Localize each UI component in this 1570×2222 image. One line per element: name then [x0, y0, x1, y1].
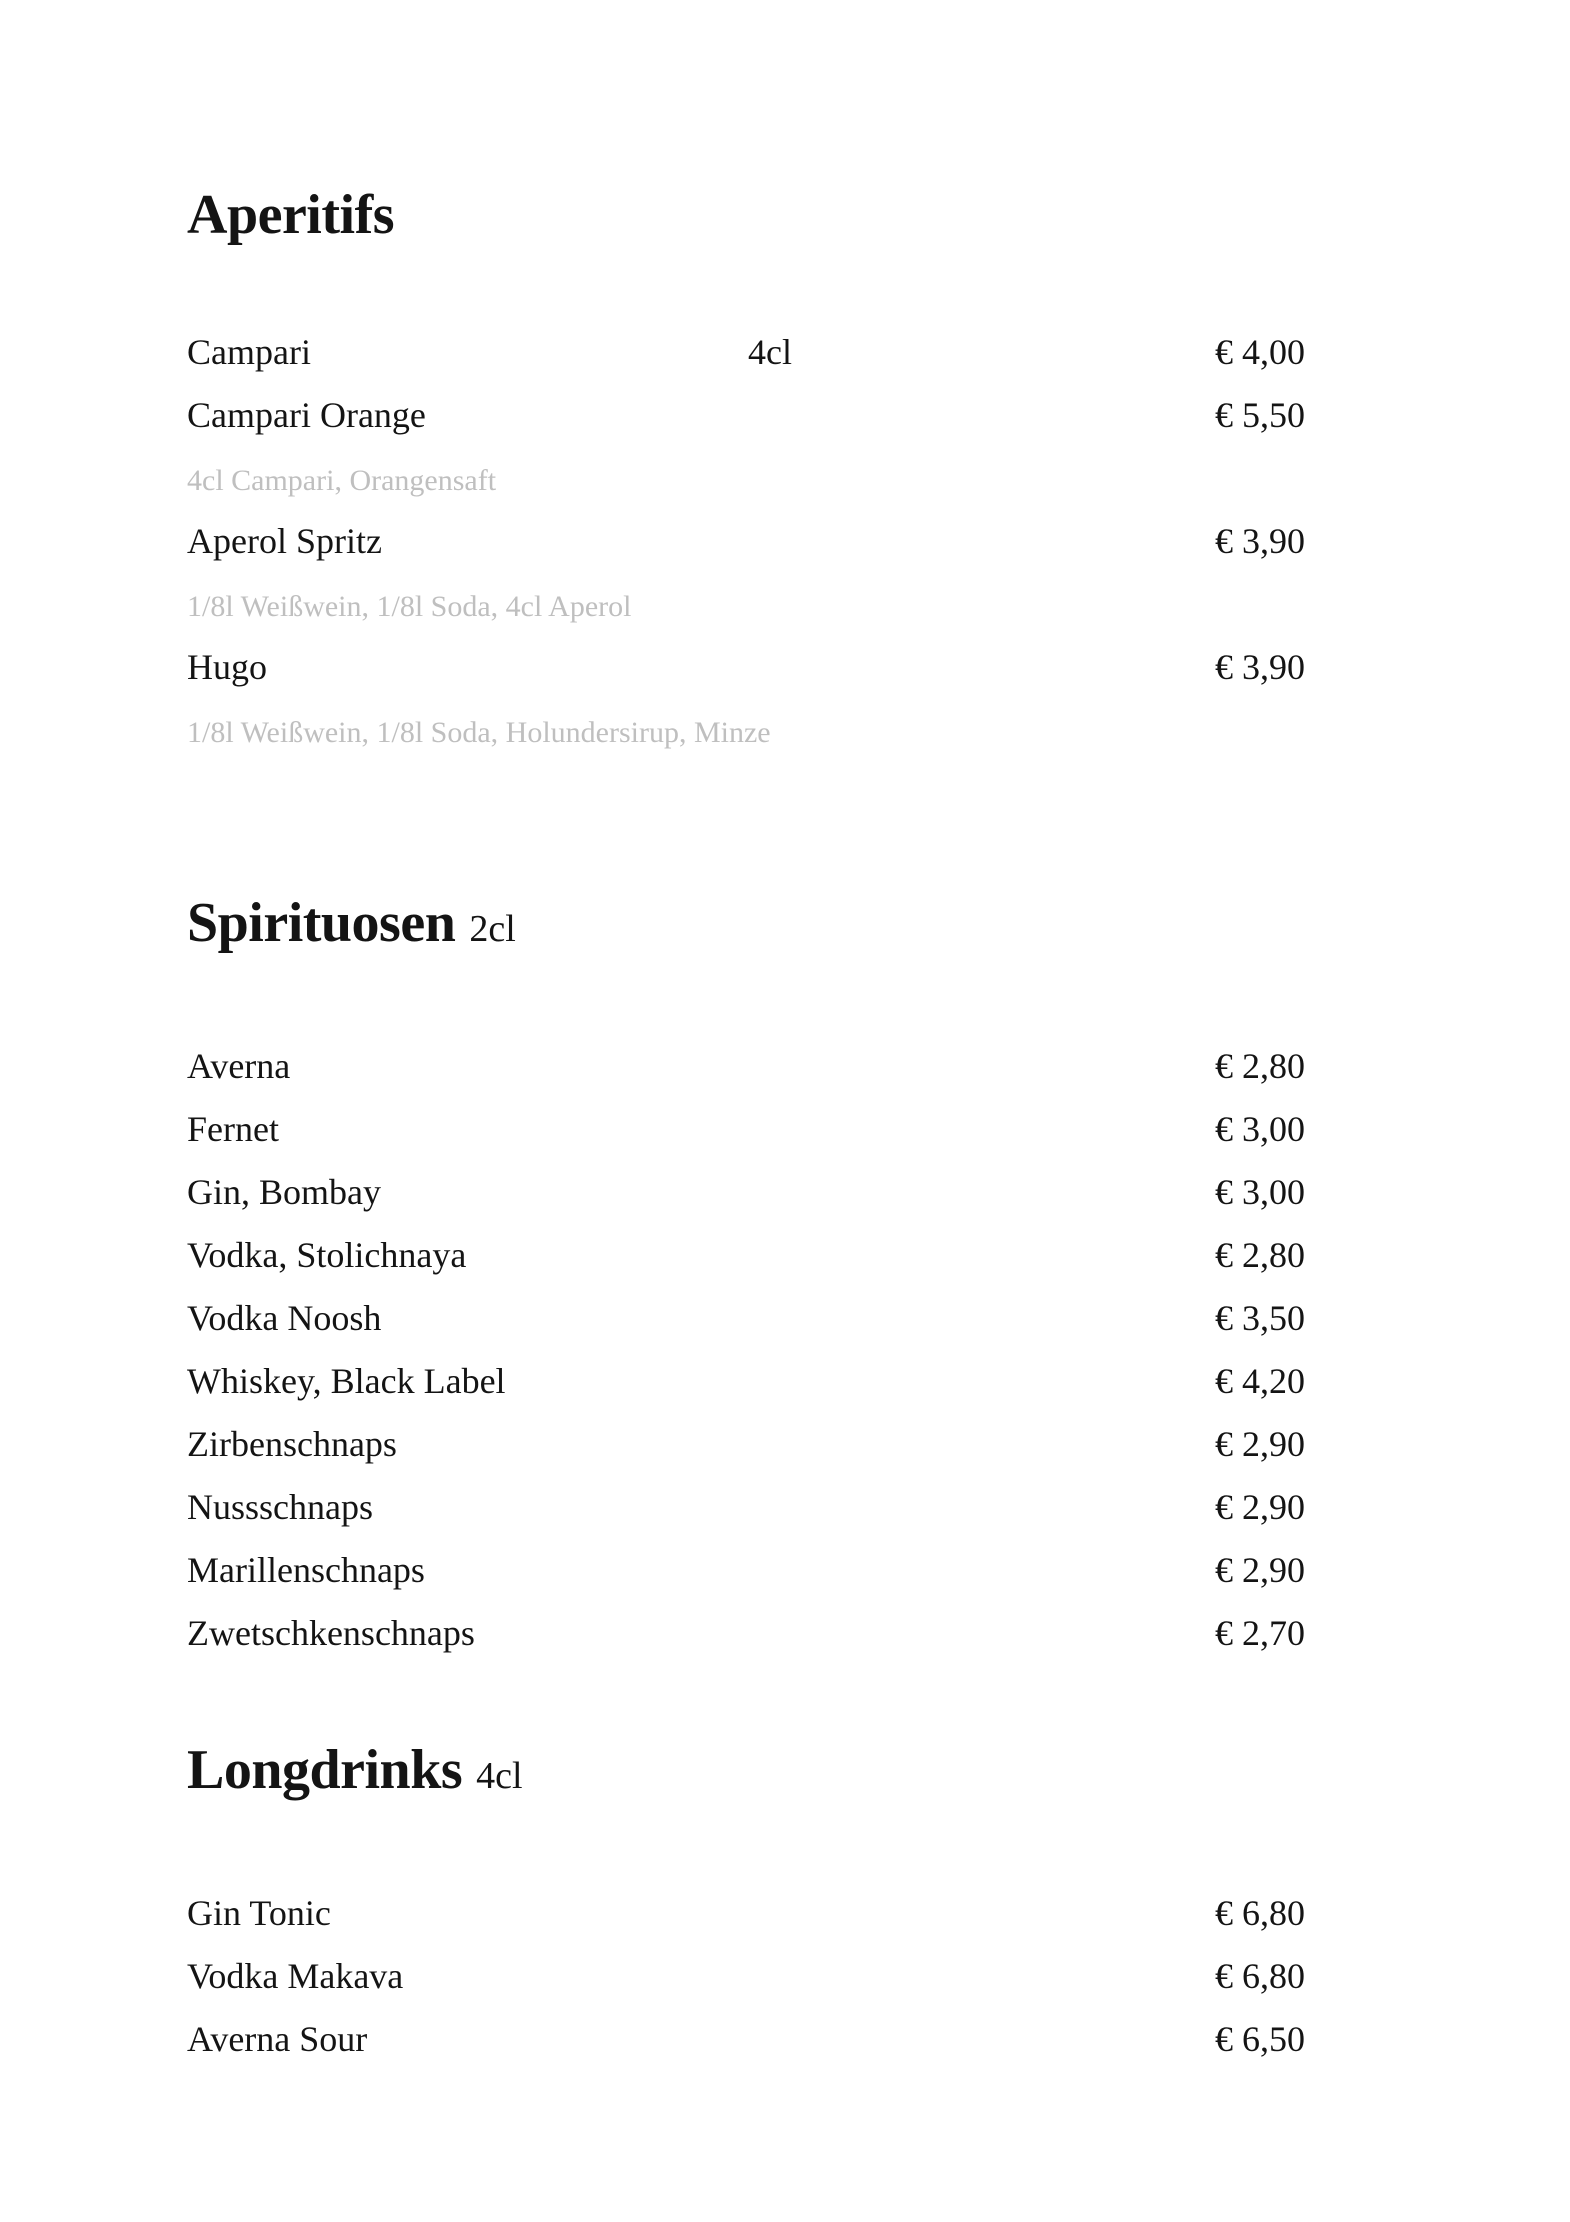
menu-item-row — [187, 1098, 1377, 1161]
menu-item-row — [187, 1224, 1377, 1287]
item-name: Nussschnaps — [187, 1487, 373, 1527]
menu-item-row — [187, 1413, 1377, 1476]
item-description: 4cl Campari, Orangensaft — [187, 464, 497, 497]
item-description-row — [187, 699, 1377, 762]
item-size: 4cl — [748, 332, 792, 372]
item-name: Vodka Makava — [187, 1956, 404, 1996]
menu-item-row — [187, 1476, 1377, 1539]
item-price: € 6,80 — [1215, 1893, 1305, 1933]
item-price: € 5,50 — [1215, 395, 1305, 435]
item-name: Averna — [187, 1046, 291, 1086]
section-rows — [187, 1882, 1377, 2071]
item-price: € 3,00 — [1215, 1172, 1305, 1212]
section-title — [187, 1739, 1377, 1804]
section-unit: 4cl — [476, 1755, 523, 1797]
item-price: € 4,20 — [1215, 1361, 1305, 1401]
menu-item-row — [187, 2008, 1377, 2071]
item-name: Gin, Bombay — [187, 1172, 381, 1212]
section-title — [187, 184, 1377, 246]
item-name: Campari Orange — [187, 395, 426, 435]
menu-item-row — [187, 384, 1377, 447]
item-name: Hugo — [187, 647, 267, 687]
menu-item-row — [187, 1882, 1377, 1945]
item-description: 1/8l Weißwein, 1/8l Soda, 4cl Aperol — [187, 590, 632, 623]
menu-item-row — [187, 1602, 1377, 1665]
item-name: Averna Sour — [187, 2019, 368, 2059]
section-title-text: Spirituosen — [187, 892, 456, 954]
menu-item-row — [187, 1945, 1377, 2008]
item-name: Campari — [187, 332, 311, 372]
menu-item-row — [187, 1161, 1377, 1224]
menu-item-row — [187, 510, 1377, 573]
item-price: € 2,80 — [1215, 1046, 1305, 1086]
item-description: 1/8l Weißwein, 1/8l Soda, Holundersirup, Minze — [187, 716, 771, 749]
menu-item-row — [187, 636, 1377, 699]
item-price: € 2,90 — [1215, 1550, 1305, 1590]
item-price: € 2,90 — [1215, 1424, 1305, 1464]
item-price: € 2,70 — [1215, 1613, 1305, 1653]
section-rows — [187, 321, 1377, 762]
menu-item-row — [187, 1350, 1377, 1413]
item-price: € 3,00 — [1215, 1109, 1305, 1149]
menu-item-row — [187, 1035, 1377, 1098]
section-spirituosen — [187, 892, 1377, 1665]
menu-item-row — [187, 1539, 1377, 1602]
item-price: € 2,90 — [1215, 1487, 1305, 1527]
section-unit: 2cl — [469, 908, 516, 950]
item-name: Fernet — [187, 1109, 279, 1149]
item-name: Zirbenschnaps — [187, 1424, 397, 1464]
section-title-text: Aperitifs — [187, 184, 395, 246]
item-price: € 3,90 — [1215, 647, 1305, 687]
item-price: € 6,50 — [1215, 2019, 1305, 2059]
section-title-text: Longdrinks — [187, 1739, 463, 1801]
menu-item-row — [187, 1287, 1377, 1350]
menu-item-row — [187, 321, 1377, 384]
section-aperitifs — [187, 184, 1377, 762]
item-name: Marillenschnaps — [187, 1550, 425, 1590]
item-name: Aperol Spritz — [187, 521, 382, 561]
item-price: € 4,00 — [1215, 332, 1305, 372]
item-name: Gin Tonic — [187, 1893, 331, 1933]
item-description-row — [187, 573, 1377, 636]
item-name: Whiskey, Black Label — [187, 1361, 506, 1401]
item-name: Vodka, Stolichnaya — [187, 1235, 467, 1275]
item-price: € 3,50 — [1215, 1298, 1305, 1338]
item-name: Zwetschkenschnaps — [187, 1613, 475, 1653]
item-name: Vodka Noosh — [187, 1298, 382, 1338]
section-longdrinks — [187, 1739, 1377, 2071]
item-description-row — [187, 447, 1377, 510]
item-price: € 3,90 — [1215, 521, 1305, 561]
item-price: € 2,80 — [1215, 1235, 1305, 1275]
section-title — [187, 892, 1377, 957]
section-rows — [187, 1035, 1377, 1665]
item-price: € 6,80 — [1215, 1956, 1305, 1996]
